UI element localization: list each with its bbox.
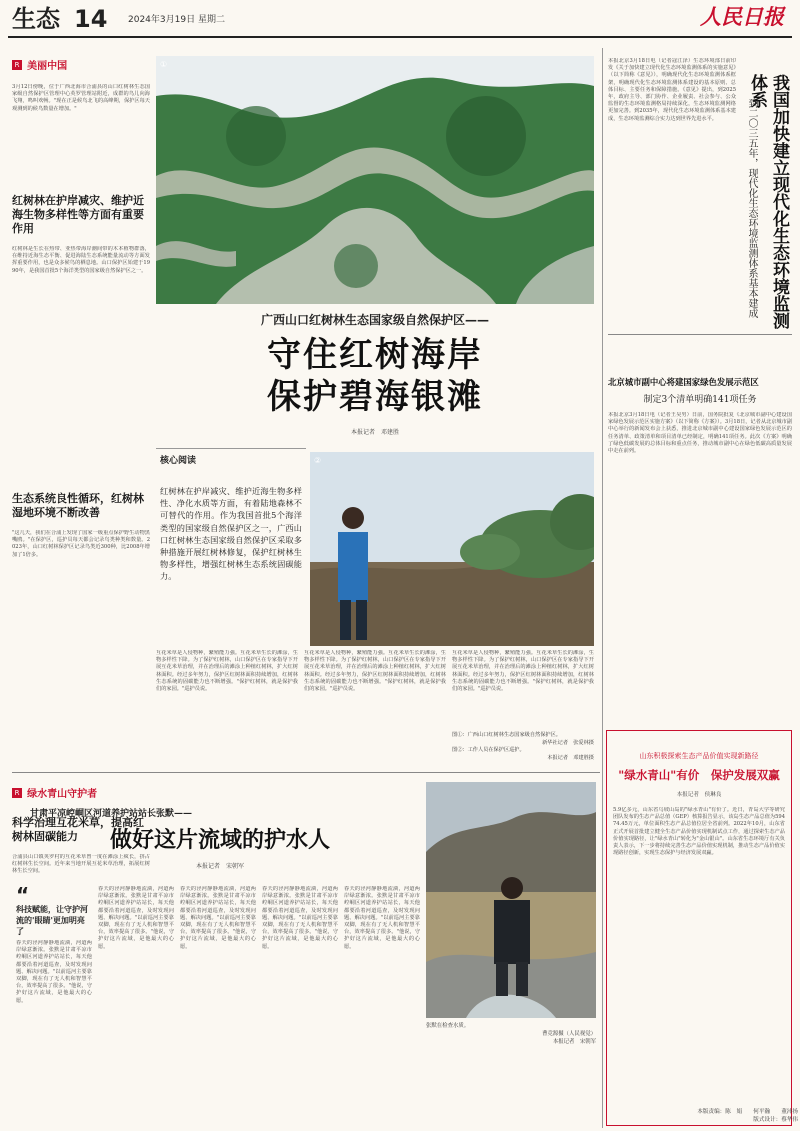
page-number: 14 (74, 5, 108, 33)
subhead-2: 生态系统良性循环，红树林湿地环境不断改善 (12, 492, 144, 519)
caption-2-credit: 本报记者 邓建胜摄 (547, 754, 594, 761)
monitoring-subheadline: 到二〇三五年，现代化生态环境监测体系基本建成 (746, 98, 757, 318)
mangrove-aerial-image (156, 56, 594, 304)
worker-image (310, 452, 594, 646)
bottom-tag-label: 绿水青山守护者 (27, 789, 98, 800)
monitoring-article-body: 本报北京3月18日电（记者寇江泽）生态环境部日前印发《关于加快建立现代化生态环境监测体系的实施意见》（以下简称《意见》），明确现代化生态环境监测体系框架，明确现代化生态环境监测体系建设的基本原则、总体目标、主要任务和保障措施。《意见》提出，到2025年，政府主导、部门协作、企业履责、社会参与、公众监督的生态环境监测格局持续深化，生态环境监测网络更加完善。到2035年，现代化生态环境监测体系基本建成，生态环境监测综合实力达到世界先进水平。 (608, 58, 736, 122)
bottom-body-col-3: 春天的泾河静静地流淌，河道两岸绿意渐浓。张默是甘肃平凉市崆峒区河道养护站站长，每天他都要沿着河道巡查，及时发现问题、解决问题。"以前巡河主要靠双脚，现在有了无人机和智慧平台，效率提高了很多。"他说，守护好这片流域，是他最大的心愿。 (180, 886, 256, 950)
photo-2-marker: ② (314, 456, 322, 465)
feature-headline-line-1: 守住红树海岸 (267, 335, 483, 375)
tag-icon: R (12, 60, 22, 70)
paragraph-1: 红树林是生长在热带、亚热带海岸潮间带的木本植物群落，在维持近海生态平衡、促进海陆生态系统能量流动等方面发挥重要作用，也是众多候鸟的栖息地。山口保护区始建于1990年，是我国首批5个海洋类型的国家级自然保护区之一。 (12, 246, 150, 274)
shandong-article-box (606, 730, 792, 1126)
shandong-kicker: 山东积极探索生态产品价值实现新路径 (639, 752, 759, 760)
bottom-body-col-1: 春天的泾河静静地流淌，河道两岸绿意渐浓。张默是甘肃平凉市崆峒区河道养护站站长，每天他都要沿着河道巡查，及时发现问题、解决问题。"以前巡河主要靠双脚，现在有了无人机和智慧平台，效率提高了很多。"他说，守护好这片流域，是他最大的心愿。 (16, 940, 92, 1004)
paragraph-3: 合浦县山口镇英罗村的互花米草曾一度在滩涂上疯长，挤占红树林生长空间。近年来当地开展互花米草治理，拓展红树林生长空间。 (12, 854, 150, 875)
photo-1-marker: ① (160, 60, 168, 69)
mangrove-aerial-photo (156, 56, 594, 304)
green-zone-headline: 北京城市副中心将建国家绿色发展示范区 (608, 377, 759, 387)
editors-label: 本版责编： (697, 1109, 726, 1115)
core-reading-box (156, 448, 306, 645)
bottom-photo-credit: 曹竞源摄（人民视觉） (542, 1031, 596, 1037)
designer-line (608, 1116, 798, 1124)
newspaper-logo: 人民日报 (700, 4, 784, 29)
issue-date: 2024年3月19日 星期二 (128, 15, 225, 25)
bottom-section-tag (12, 782, 97, 801)
designer-name: 蔡华伟 (781, 1117, 798, 1123)
masthead (0, 0, 800, 44)
section-tag-label: 美丽中国 (27, 61, 68, 72)
quote-text: 科技赋能，让守护河流的'眼睛'更加明亮了 (16, 905, 88, 936)
caption-1-credit: 新华社记者 张爱林摄 (542, 739, 594, 746)
right-column-divider (602, 48, 603, 1128)
feature-body-col-1: 互花米草是人侵物种，繁殖能力强。互花米草生长的滩涂，生物多样性下降。为了保护红树林，山口保护区在专家指导下开展互花米草治理，并在治理后的滩涂上种植红树林，扩大红树林面积。经过多年努力，保护区红树林面积持续增加，红树林生态系统的固碳能力也不断增强。"保护红树林，就是保护我们的家园。"巡护员说。 (156, 650, 298, 693)
section-name: 生态 (12, 5, 60, 33)
section-tag (12, 54, 150, 70)
bottom-body-col-2: 春天的泾河静静地流淌，河道两岸绿意渐浓。张默是甘肃平凉市崆峒区河道养护站站长，每天他都要沿着河道巡查，及时发现问题、解决问题。"以前巡河主要靠双脚，现在有了无人机和智慧平台，效率提高了很多。"他说，守护好这片流域，是他最大的心愿。 (98, 886, 174, 950)
core-reading-text: 红树林在护岸减灾、维护近海生物多样性、净化水质等方面，有着陆地森林不可替代的作用。作为我国首批5个海洋类型的国家级自然保护区之一，广西山口红树林生态国家级自然保护区采取多种措施开展红树林修复，保护红树林生物多样性，增强红树林生态系统固碳能力。 (160, 486, 302, 582)
shandong-headline: "绿水青山"有价 保护发展双赢 (618, 768, 780, 782)
editors-names: 陈 娟 何平瀚 董沛扬 (725, 1109, 798, 1115)
page-footer (608, 1108, 798, 1124)
subhead-3: 科学治理互花米草，提高红树林固碳能力 (12, 816, 144, 843)
photo-captions (452, 732, 594, 762)
green-zone-subhead: 制定3个清单明确141项任务 (643, 395, 757, 405)
monitoring-headline: 我国加快建立现代化生态环境监测体系 (747, 74, 789, 329)
lead-paragraph: 3月12日傍晚，位于广西北海市合浦县的山口红树林生态国家级自然保护区管理中心英罗管理站附近，成群的鸟儿向海飞翔，鸣叫欢畅。"现在正是候鸟北飞的高峰期，保护区每天观测到的候鸟数量在增加。" (12, 84, 150, 112)
bottom-kicker: 甘肃平凉崆峒区河道养护站站长张默—— (30, 809, 193, 819)
caption-1: 图①：广西山口红树林生态国家级自然保护区。 (452, 732, 561, 738)
bottom-body-col-5: 春天的泾河静静地流淌，河道两岸绿意渐浓。张默是甘肃平凉市崆峒区河道养护站站长，每天他都要沿着河道巡查，及时发现问题、解决问题。"以前巡河主要靠双脚，现在有了无人机和智慧平台，效率提高了很多。"他说，守护好这片流域，是他最大的心愿。 (344, 886, 420, 950)
feature-body-col-3: 互花米草是人侵物种，繁殖能力强。互花米草生长的滩涂，生物多样性下降。为了保护红树林，山口保护区在专家指导下开展互花米草治理，并在治理后的滩涂上种植红树林，扩大红树林面积。经过多年努力，保护区红树林面积持续增加，红树林生态系统的固碳能力也不断增强。"保护红树林，就是保护我们的家园。"巡护员说。 (452, 650, 594, 693)
paragraph-2: "这几天，我们在合浦上发现了国家一级重点保护野生动物黑嘴鸥。"在保护区，巡护员每天都会记录鸟类种类和数量。2023年，山口红树林保护区记录鸟类近300种，比2008年增加了1倍多。 (12, 530, 150, 558)
feature-body-col-2: 互花米草是人侵物种，繁殖能力强。互花米草生长的滩涂，生物多样性下降。为了保护红树林，山口保护区在专家指导下开展互花米草治理，并在治理后的滩涂上种植红树林，扩大红树林面积。经过多年努力，保护区红树林面积持续增加，红树林生态系统的固碳能力也不断增强。"保护红树林，就是保护我们的家园。"巡护员说。 (304, 650, 446, 693)
bottom-byline: 本报记者 宋朝军 (195, 863, 244, 870)
quote-mark-icon: “ (16, 883, 30, 907)
bottom-photo-caption: 张默在检查水质。 (426, 1023, 470, 1029)
core-reading-label: 核心阅读 (160, 456, 197, 466)
tag-icon: R (12, 788, 22, 798)
river-keeper-image (426, 782, 596, 1018)
feature-byline: 本报记者 邓建胜 (350, 429, 399, 436)
green-zone-body: 本报北京3月18日电（记者王昊男）日前，国务院批复《北京城市副中心建设国家绿色发展示范区实施方案》（以下简称《方案》）。3月18日，记者从北京城市副中心举行的新闻发布会上获悉，推进北京城市副中心建设国家绿色发展示范区的任务清单、政策清单和项目清单已经制定，明确141项任务。此次《方案》明确了绿色低碳发展的总体目标和重点任务，推动城市副中心在绿色低碳高质量发展中走在前列。 (608, 412, 792, 455)
monitoring-vertical-headline (744, 74, 790, 334)
bottom-credit-2: 本报记者 宋朝军 (552, 1039, 596, 1045)
designer-label: 版式设计： (753, 1117, 782, 1123)
editors-line (608, 1108, 798, 1116)
river-keeper-photo (426, 782, 596, 1018)
bottom-headline: 做好这片流域的护水人 (109, 828, 330, 853)
masthead-rule (8, 36, 792, 38)
bottom-body-col-4: 春天的泾河静静地流淌，河道两岸绿意渐浓。张默是甘肃平凉市崆峒区河道养护站站长，每天他都要沿着河道巡查，及时发现问题、解决问题。"以前巡河主要靠双脚，现在有了无人机和智慧平台，效率提高了很多。"他说，守护好这片流域，是他最大的心愿。 (262, 886, 338, 950)
photo-caption-bottom (426, 1022, 596, 1046)
bottom-section-rule (12, 772, 600, 773)
quote-box (16, 883, 92, 936)
caption-2: 图②：工作人员在保护区巡护。 (452, 747, 525, 753)
feature-headline-line-2: 保护碧海银滩 (267, 377, 483, 417)
feature-kicker: 广西山口红树林生态国家级自然保护区—— (260, 313, 489, 327)
subhead-1: 红树林在护岸减灾、维护近海生物多样性等方面有重要作用 (12, 194, 144, 235)
shandong-byline: 本报记者 侯琳良 (676, 792, 722, 798)
shandong-body: 5.9亿多元，山东省乌坡山岛的"绿水青山"有价了。近日，青岛大学等研究团队发布的生态产品总值（GEP）核算报告显示，该岛生态产品总值为59474.45万元，单位面积生态产品总值位居全省前列。2022年10月，山东省正式开展首批建立健全生态产品价值实现机制试点工作，通过探索生态产品价值实现路径，让"绿水青山"转化为"金山银山"。山东省生态环境厅有关负责人表示，下一步将持续完善生态产品价值实现机制，推动生态产品价值实现路径创新，实现生态保护与经济发展双赢。 (613, 807, 785, 857)
mangrove-worker-photo (310, 452, 594, 646)
right-rule-1 (608, 334, 792, 335)
